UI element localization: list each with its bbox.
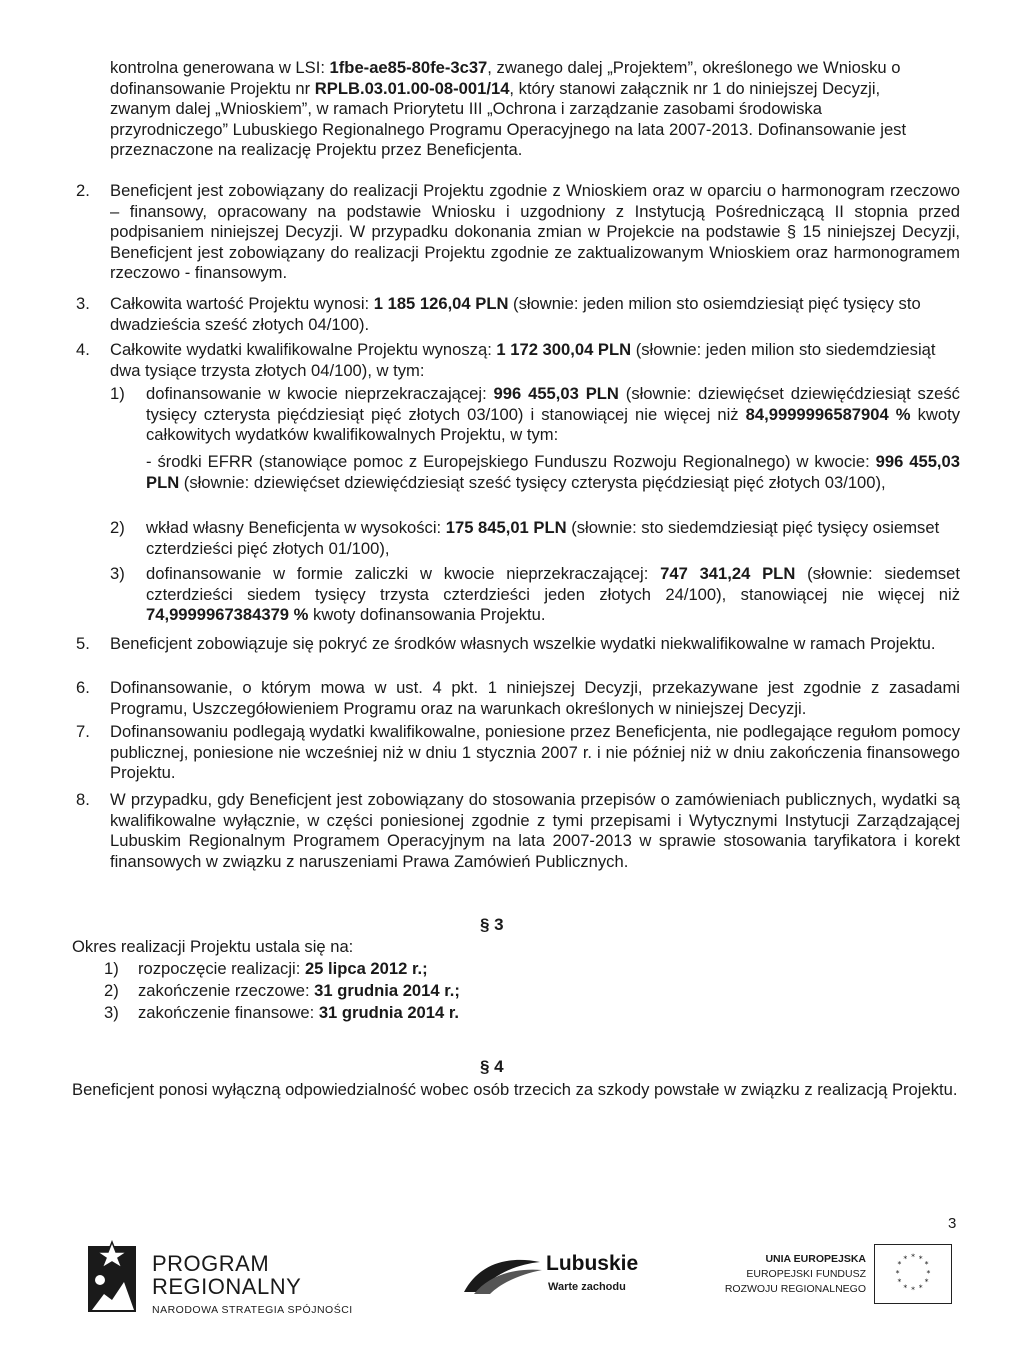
svg-text:*: * xyxy=(895,1268,900,1278)
item-1-line-4: przyrodniczego” Lubuskiego Regionalnego Programu Operacyjnego na lata 2007-2013. Dofinansowanie jest xyxy=(110,119,907,139)
section-3-intro: Okres realizacji Projektu ustala się na: xyxy=(72,937,354,956)
section-4-heading: § 4 xyxy=(480,1057,504,1076)
lubuskie-logo-icon xyxy=(460,1252,544,1296)
list-item-number: 2) xyxy=(104,981,119,1000)
text-run: Całkowite wydatki kwalifikowalne Projektu wynoszą: xyxy=(110,340,497,359)
text-run: dofinansowanie w kwocie nieprzekraczającej: xyxy=(146,384,494,403)
item-7-number: 7. xyxy=(76,722,90,741)
text-run: wkład własny Beneficjenta w wysokości: xyxy=(146,518,446,537)
cofinancing-percent: 84,9999996587904 % xyxy=(745,404,911,424)
text-run: (słownie: jeden milion sto osiemdziesiąt pięć tysięcy sto dwadzieścia sześć złotych 04/100). xyxy=(110,294,921,334)
item-3-number: 3. xyxy=(76,294,90,313)
sub-1-text xyxy=(146,384,960,446)
svg-text:*: * xyxy=(903,1254,908,1264)
item-5-text: Beneficjent zobowiązuje się pokryć ze środków własnych wszelkie wydatki niekwalifikowalne w ramach Projektu. xyxy=(110,634,936,653)
svg-text:*: * xyxy=(924,1277,929,1287)
sub-1-number: 1) xyxy=(110,384,125,403)
cofinancing-amount: 996 455,03 PLN xyxy=(493,384,619,403)
page-number: 3 xyxy=(948,1215,957,1232)
text-run: Całkowita wartość Projektu wynosi: xyxy=(110,294,374,313)
list-item-text xyxy=(138,959,428,980)
svg-text:*: * xyxy=(926,1268,931,1278)
item-6-number: 6. xyxy=(76,678,90,697)
text-run: , zwanego dalej „Projektem”, określonego we Wniosku o xyxy=(487,58,901,77)
efrr-amount: 996 455,03 PLN xyxy=(146,452,960,492)
item-7-text: Dofinansowaniu podlegają wydatki kwalifikowalne, poniesione przez Beneficjenta, nie podlegające regułom pomocy publicznej, poniesione nie wcześniej niż w dniu 1 stycznia 2007 r. i nie później niż w dniu zakończenia finansowego Projektu. xyxy=(110,722,960,783)
list-item-number: 1) xyxy=(104,959,119,978)
svg-text:*: * xyxy=(918,1283,923,1293)
project-number: RPLB.03.01.00-08-001/14 xyxy=(314,78,510,98)
text-run: kwoty dofinansowania Projektu. xyxy=(308,605,546,625)
material-end-date: 31 grudnia 2014 r.; xyxy=(314,981,460,1000)
program-line-1: PROGRAM xyxy=(152,1251,270,1276)
efrr-text xyxy=(146,452,960,493)
svg-text:*: * xyxy=(918,1254,923,1264)
financial-end-date: 31 grudnia 2014 r. xyxy=(318,1003,460,1022)
text-run: (słownie: sto siedemdziesiąt pięć tysięcy osiemset czterdzieści pięć złotych 01/100), xyxy=(146,518,940,558)
eu-line-3: ROZWOJU REGIONALNEGO xyxy=(724,1283,866,1295)
text-run: kontrolna generowana w LSI: xyxy=(110,58,330,77)
eu-line-1: UNIA EUROPEJSKA xyxy=(765,1253,866,1265)
item-4-text xyxy=(110,340,960,381)
item-8-number: 8. xyxy=(76,790,90,809)
svg-text:*: * xyxy=(897,1277,902,1287)
item-2-text: Beneficjent jest zobowiązany do realizacji Projektu zgodnie z Wnioskiem oraz w oparciu o harmonogram rzeczowo – finansowy, opracowany na podstawie Wniosku i uzgodniony z Instytucją Pośredniczącą II stopnia przed podpisaniem niniejszej Decyzji. W przypadku dokonania zmian w Projekcie na podstawie § 15 niniejszej Decyzji, Beneficjent jest zobowiązany do realizacji Projektu zgodnie ze zaktualizowanym Wnioskiem oraz harmonogramem rzeczowo - finansowym. xyxy=(110,181,960,283)
sub-3-number: 3) xyxy=(110,564,125,583)
sub-3-text xyxy=(146,564,960,626)
svg-text:*: * xyxy=(897,1260,902,1270)
lubuskie-slogan: Warte zachodu xyxy=(548,1281,626,1293)
text-run: (słownie: dziewięćset dziewięćdziesiąt sześć tysięcy czterysta pięćdziesiąt pięć złotych 03/100) i stanowiącej nie więcej niż xyxy=(146,384,960,424)
total-project-value: 1 185 126,04 PLN xyxy=(373,294,509,313)
item-5-number: 5. xyxy=(76,634,90,653)
text-run: , który stanowi załącznik nr 1 do niniejszej Decyzji, xyxy=(509,78,881,98)
text-run: (słownie: jeden milion sto siedemdziesiąt dwa tysiące trzysta złotych 04/100), w tym: xyxy=(110,340,936,380)
eu-flag-icon xyxy=(874,1244,952,1304)
item-6-text: Dofinansowanie, o którym mowa w ust. 4 pkt. 1 niniejszej Decyzji, przekazywane jest zgodnie z zasadami Programu, Uszczegółowieniem Programu oraz na warunkach określonych w niniejszej Decyzji. xyxy=(110,678,960,718)
svg-text:*: * xyxy=(903,1283,908,1293)
advance-amount: 747 341,24 PLN xyxy=(660,564,796,583)
eligible-expenses-value: 1 172 300,04 PLN xyxy=(496,340,632,359)
advance-percent: 74,9999967384379 % xyxy=(146,605,309,625)
list-item xyxy=(72,981,952,1003)
lubuskie-name: Lubuskie xyxy=(546,1252,639,1275)
section-4-text: Beneficjent ponosi wyłączną odpowiedzialność wobec osób trzecich za szkody powstałe w związku z realizacją Projektu. xyxy=(72,1080,958,1099)
list-item-text xyxy=(138,1003,459,1024)
item-1-line-1 xyxy=(110,58,960,79)
item-8-text: W przypadku, gdy Beneficjent jest zobowiązany do stosowania przepisów o zamówieniach publicznych, wydatki są kwalifikowalne wyłącznie, w części poniesionej zgodnie z tymi przepisami i Wytycznymi Instytucji Zarządzającej Lubuskim Regionalnym Programem Operacyjnym na lata 2007-2013 w sprawie stosowania taryfikatora i korekt finansowych w związku z naruszeniami Prawa Zamówień Publicznych. xyxy=(110,790,960,871)
program-regionalny-logo-icon xyxy=(82,1240,142,1318)
item-1-line-5: przeznaczone na realizację Projektu przez Beneficjenta. xyxy=(110,140,523,160)
start-date: 25 lipca 2012 r.; xyxy=(304,959,428,978)
lsi-control-sum: 1fbe-ae85-80fe-3c37 xyxy=(329,58,488,77)
list-item xyxy=(72,1003,952,1025)
list-item-number: 3) xyxy=(104,1003,119,1022)
section-3-list xyxy=(72,959,952,1025)
list-item-text xyxy=(138,981,460,1002)
text-run: zakończenie finansowe: xyxy=(138,1003,319,1022)
svg-text:*: * xyxy=(924,1260,929,1270)
svg-text:*: * xyxy=(911,1285,915,1295)
item-1-line-2 xyxy=(110,79,960,100)
svg-text:*: * xyxy=(911,1252,915,1262)
eu-fund-text xyxy=(688,1252,866,1297)
text-run: - środki EFRR (stanowiące pomoc z Europejskiego Funduszu Rozwoju Regionalnego) w kwocie: xyxy=(146,452,876,471)
item-4-number: 4. xyxy=(76,340,90,359)
list-item xyxy=(72,959,952,981)
program-subtitle: NARODOWA STRATEGIA SPÓJNOŚCI xyxy=(152,1304,353,1316)
item-1-line-3: zwanym dalej „Wnioskiem”, w ramach Priorytetu III „Ochrona i zarządzanie zasobami środowiska xyxy=(110,99,822,119)
item-2-number: 2. xyxy=(76,181,90,200)
text-run: kwoty całkowitych wydatków kwalifikowalnych Projektu, w tym: xyxy=(146,404,961,445)
text-run: zakończenie rzeczowe: xyxy=(138,981,315,1000)
item-3-text xyxy=(110,294,960,335)
sub-2-text xyxy=(146,518,960,559)
sub-2-number: 2) xyxy=(110,518,125,537)
text-run: dofinansowanie Projektu nr xyxy=(110,78,315,98)
text-run: (słownie: siedemset czterdzieści siedem tysięcy trzysta czterdzieści jeden złotych 24/100), stanowiącej nie więcej niż xyxy=(146,564,960,604)
program-line-2: REGIONALNY xyxy=(152,1274,302,1299)
item-1-continued xyxy=(110,58,960,161)
text-run: (słownie: dziewięćset dziewięćdziesiąt sześć tysięcy czterysta pięćdziesiąt pięć złotych 03/100), xyxy=(179,472,886,492)
own-contribution-amount: 175 845,01 PLN xyxy=(445,518,567,537)
text-run: rozpoczęcie realizacji: xyxy=(138,959,305,978)
section-3-heading: § 3 xyxy=(480,915,504,934)
program-regionalny-title xyxy=(152,1252,301,1298)
eu-line-2: EUROPEJSKI FUNDUSZ xyxy=(746,1268,866,1280)
text-run: dofinansowanie w formie zaliczki w kwocie nieprzekraczającej: xyxy=(146,564,661,583)
